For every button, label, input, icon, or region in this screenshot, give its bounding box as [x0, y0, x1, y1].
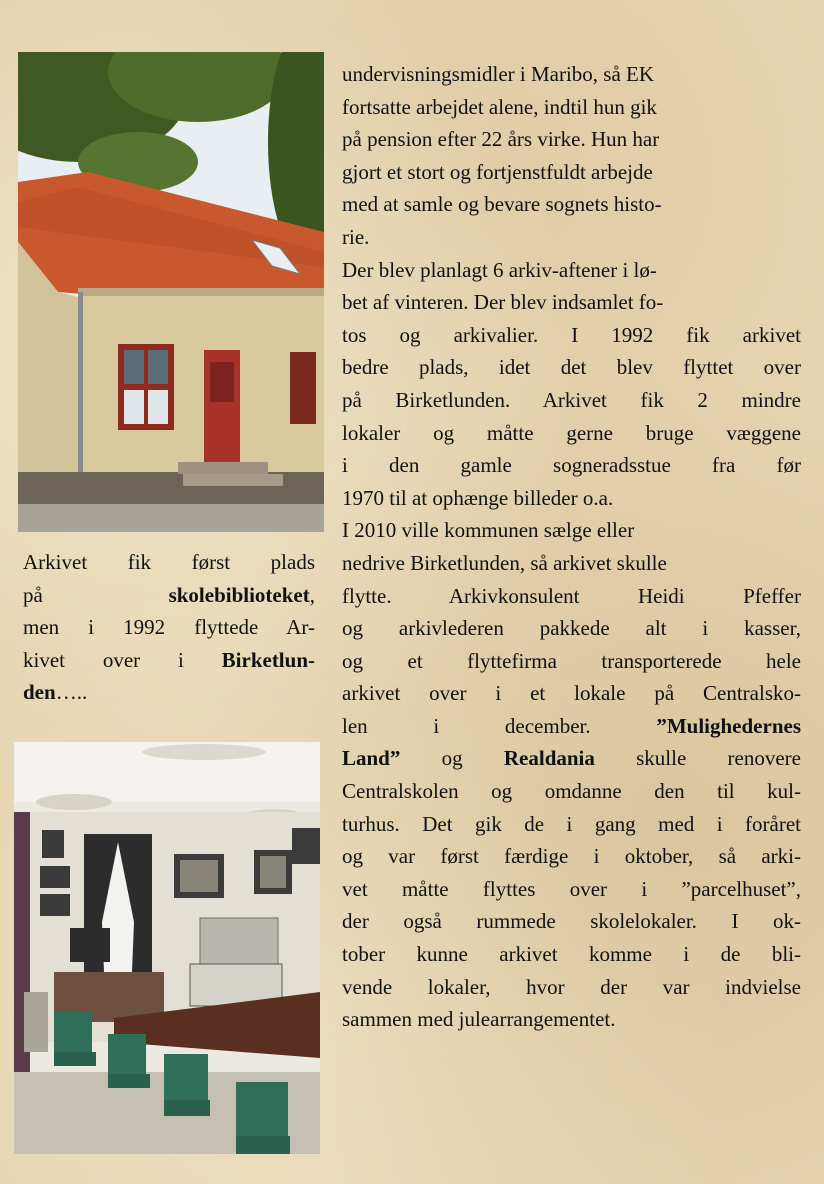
text-line: flytte. Arkivkonsulent Heidi Pfeffer: [342, 583, 801, 608]
photo-birketlunden: [18, 52, 324, 532]
text-line: fortsatte arbejdet alene, indtil hun gik: [342, 94, 657, 119]
text-line: tos og arkivalier. I 1992 fik arkivet: [342, 322, 801, 347]
text-line: på pension efter 22 års virke. Hun har: [342, 127, 660, 152]
caption-line: men i 1992 flyttede Ar-: [23, 615, 315, 639]
caption-line: [23, 579, 315, 612]
text-line: bet af vinteren. Der blev indsamlet fo-: [342, 290, 664, 315]
text-run: skulle renovere: [594, 746, 801, 771]
caption-bold-skolebiblioteket: skolebiblioteket: [168, 582, 310, 607]
text-line: Centralskolen og omdanne den til kul-: [342, 779, 801, 804]
caption-text: på: [23, 582, 43, 607]
text-line: tober kunne arkivet komme i de bli-: [342, 942, 801, 967]
text-line: I 2010 ville kommunen sælge eller: [342, 518, 635, 543]
text-line: med at samle og bevare sognets histo-: [342, 192, 662, 217]
text-run: len i december.: [342, 713, 657, 738]
caption-line: [23, 676, 315, 709]
text-line: og arkivlederen pakkede alt i kasser,: [342, 616, 801, 641]
bold-land: Land”: [342, 746, 401, 771]
caption-line: [23, 644, 315, 677]
caption-line: Arkivet fik først plads: [23, 550, 315, 574]
text-line: på Birketlunden. Arkivet fik 2 mindre: [342, 387, 801, 412]
text-line: gjort et stort og fortjenstfuldt arbejde: [342, 159, 653, 184]
text-line: og var først færdige i oktober, så arki-: [342, 844, 801, 869]
text-line: undervisningsmidler i Maribo, så EK: [342, 62, 655, 86]
text-line: bedre plads, idet det blev flyttet over: [342, 355, 801, 380]
main-text: [342, 58, 801, 1036]
caption-text: …..: [55, 680, 88, 704]
photo-archive-room: [14, 742, 320, 1154]
text-line: der også rummede skolelokaler. I ok-: [342, 909, 801, 934]
caption-text: kivet over i: [23, 647, 222, 672]
text-line: vende lokaler, hvor der var indvielse: [342, 974, 801, 999]
text-line: i den gamle sogneradsstue fra før: [342, 453, 801, 478]
text-line: [342, 710, 801, 743]
bold-realdania: Realdania: [503, 746, 595, 771]
text-line: turhus. Det gik de i gang med i foråret: [342, 811, 801, 836]
photo-caption: [23, 546, 315, 709]
text-line: 1970 til at ophænge billeder o.a.: [342, 485, 614, 510]
text-run: og: [400, 746, 504, 771]
text-line: sammen med julearrangementet.: [342, 1007, 616, 1032]
text-line: Der blev planlagt 6 arkiv-aftener i lø-: [342, 257, 657, 282]
text-line: nedrive Birketlunden, så arkivet skulle: [342, 550, 667, 575]
text-line: vet måtte flyttes over i ”parcelhuset”,: [342, 876, 801, 901]
text-line: arkivet over i et lokale på Centralsko-: [342, 681, 801, 706]
caption-bold-den: den: [23, 680, 56, 704]
text-line: lokaler og måtte gerne bruge væggene: [342, 420, 801, 445]
text-line: og et flyttefirma transporterede hele: [342, 648, 801, 673]
caption-text: ,: [309, 582, 315, 607]
caption-bold-birketlunden: Birketlun-: [221, 647, 315, 672]
text-line: rie.: [342, 224, 370, 249]
text-line: [342, 742, 801, 775]
bold-mulighedernes: ”Mulighedernes: [656, 713, 801, 738]
